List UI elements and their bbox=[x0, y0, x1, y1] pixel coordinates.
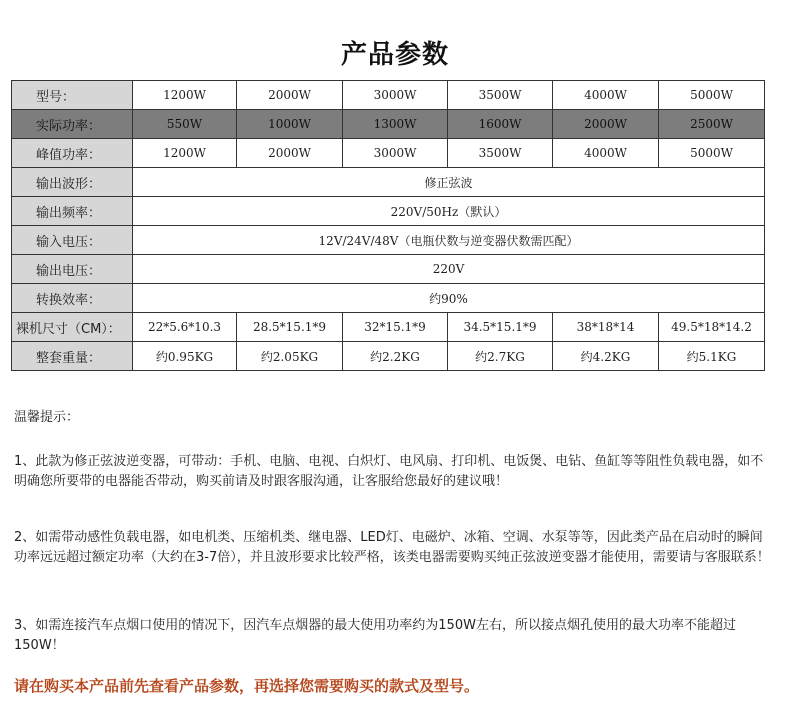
table-cell: 28.5*15.1*9 bbox=[237, 313, 343, 342]
row-label: 型号： bbox=[12, 81, 133, 110]
table-cell: 38*18*14 bbox=[553, 313, 659, 342]
table-cell: 3500W bbox=[448, 139, 553, 168]
table-cell: 2000W bbox=[553, 110, 659, 139]
table-cell: 2000W bbox=[237, 139, 343, 168]
notes-heading: 温馨提示： bbox=[14, 410, 80, 425]
table-cell: 约2.2KG bbox=[343, 342, 448, 371]
table-cell: 3000W bbox=[343, 81, 448, 110]
purchase-reminder: 请在购买本产品前先查看产品参数，再选择您需要购买的款式及型号。 bbox=[14, 677, 480, 695]
note-item-3: 3、如需连接汽车点烟口使用的情况下，因汽车点烟器的最大使用功率约为150W左右，所以接点烟孔使用的最大功率不能超过150W！ bbox=[14, 618, 736, 653]
table-cell-span: 修正弦波 bbox=[133, 168, 765, 197]
table-cell: 约4.2KG bbox=[553, 342, 659, 371]
table-cell: 2000W bbox=[237, 81, 343, 110]
table-cell: 4000W bbox=[553, 81, 659, 110]
note-item-1: 1、此款为修正弦波逆变器，可带动：手机、电脑、电视、白炽灯、电风扇、打印机、电饭煲、电钻、鱼缸等等阻性负载电器，如不明确您所要带的电器能否带动，购买前请及时跟客服沟通，让客服给您最好的建议哦！ bbox=[14, 454, 764, 489]
table-cell: 49.5*18*14.2 bbox=[659, 313, 765, 342]
table-cell: 3500W bbox=[448, 81, 553, 110]
table-cell: 34.5*15.1*9 bbox=[448, 313, 553, 342]
table-cell-span: 约90% bbox=[133, 284, 765, 313]
row-label: 输出波形： bbox=[12, 168, 133, 197]
table-cell: 约2.05KG bbox=[237, 342, 343, 371]
table-cell: 1000W bbox=[237, 110, 343, 139]
row-label: 实际功率： bbox=[12, 110, 133, 139]
table-row-model bbox=[12, 81, 765, 110]
table-cell: 1600W bbox=[448, 110, 553, 139]
table-cell-span: 220V bbox=[133, 255, 765, 284]
table-row-input-voltage bbox=[12, 226, 765, 255]
page-title: 产品参数 bbox=[340, 40, 449, 70]
table-cell: 32*15.1*9 bbox=[343, 313, 448, 342]
row-label: 整套重量： bbox=[12, 342, 133, 371]
table-cell: 4000W bbox=[553, 139, 659, 168]
table-row-actual-power bbox=[12, 110, 765, 139]
table-cell: 1300W bbox=[343, 110, 448, 139]
row-label: 输出频率： bbox=[12, 197, 133, 226]
table-cell: 约5.1KG bbox=[659, 342, 765, 371]
table-cell: 1200W bbox=[133, 139, 237, 168]
table-row-output-frequency bbox=[12, 197, 765, 226]
table-row-peak-power bbox=[12, 139, 765, 168]
table-cell-span: 220V/50Hz（默认） bbox=[133, 197, 765, 226]
table-cell: 5000W bbox=[659, 139, 765, 168]
table-cell: 约2.7KG bbox=[448, 342, 553, 371]
row-label: 裸机尺寸（CM）： bbox=[12, 313, 133, 342]
table-cell: 约0.95KG bbox=[133, 342, 237, 371]
row-label: 输入电压： bbox=[12, 226, 133, 255]
table-cell: 1200W bbox=[133, 81, 237, 110]
table-row-output-voltage bbox=[12, 255, 765, 284]
table-row-weight bbox=[12, 342, 765, 371]
row-label: 输出电压： bbox=[12, 255, 133, 284]
spec-table bbox=[11, 80, 765, 371]
row-label: 转换效率： bbox=[12, 284, 133, 313]
table-cell: 3000W bbox=[343, 139, 448, 168]
table-row-output-waveform bbox=[12, 168, 765, 197]
table-row-size bbox=[12, 313, 765, 342]
table-cell: 2500W bbox=[659, 110, 765, 139]
row-label: 峰值功率： bbox=[12, 139, 133, 168]
table-row-efficiency bbox=[12, 284, 765, 313]
table-cell: 550W bbox=[133, 110, 237, 139]
table-cell-span: 12V/24V/48V（电瓶伏数与逆变器伏数需匹配） bbox=[133, 226, 765, 255]
note-item-2: 2、如需带动感性负载电器，如电机类、压缩机类、继电器、LED灯、电磁炉、冰箱、空调、水泵等等，因此类产品在启动时的瞬间功率远远超过额定功率（大约在3-7倍），并且波形要求比较严格，该类电器需要购买纯正弦波逆变器才能使用，需要请与客服联系！ bbox=[14, 530, 770, 565]
table-cell: 22*5.6*10.3 bbox=[133, 313, 237, 342]
table-cell: 5000W bbox=[659, 81, 765, 110]
